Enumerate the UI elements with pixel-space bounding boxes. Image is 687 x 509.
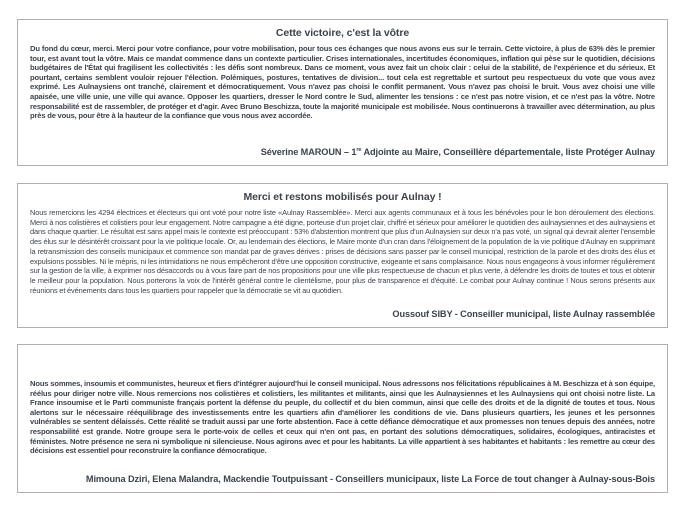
tribune-box-proteger-aulnay: [17, 19, 668, 166]
signature-text: Séverine MAROUN – 1: [260, 147, 357, 157]
tribune-title: Cette victoire, c'est la vôtre: [275, 27, 410, 39]
tribune-body-text: Du fond du cœur, merci. Merci pour votre confiance, pour votre mobilisation, pour tous ces échanges que nous avons eus sur le terrain. Cette victoire, à plus de 63% dès le premier tour, est avant tout la vôtre. Mais ce mandat commence dans un contexte particulier. Crises internationales, incertitudes économiques, inflation qui pèse sur le quotidien, décisions budgétaires de l'État qui fragilisent les collectivités : les défis sont nombreux. Dans ce moment, vous avez fait un choix clair : celui de la stabilité, de l'expérience et du sérieux. Et pourtant, certains semblent vouloir rejouer l'élection. Polémiques, postures, tentatives de division... tout cela est regrettable et surtout peu respectueux du vote que vous avez exprimé. Les Aulnaysiens ont tranché, clairement et démocratiquement. Vous n'avez pas choisi le conflit permanent. Vous n'avez pas choisi le bruit. Vous avez choisi une ville apaisée, une ville unie, une ville qui avance. Opposer les quartiers, dresser le Nord contre le Sud, alimenter les tensions : ce n'est pas notre vision, et ce n'est pas la vôtre. Notre responsabilité est de rassembler, de protéger et d'agir. Avec Bruno Beschizza, toute la majorité municipale est mobilisée. Nous continuerons à travailler avec détermination, au plus près de vous, pour être à la hauteur de la confiance que vous nous avez accordée.: [30, 44, 655, 121]
tribune-signature: Mimouna Dziri, Elena Malandra, Mackendie Toutpuissant - Conseillers municipaux, liste La Force de tout changer à Aulnay-sous-Bois: [85, 474, 655, 484]
tribune-signature: [30, 143, 655, 157]
tribune-box-force-de-tout-changer: [17, 344, 668, 493]
signature-ordinal-superscript: re: [356, 146, 362, 153]
tribune-signature: Oussouf SIBY - Conseiller municipal, liste Aulnay rassemblée: [392, 309, 655, 319]
tribune-box-aulnay-rassemblee: [17, 183, 668, 328]
tribune-title: Merci et restons mobilisés pour Aulnay !: [243, 191, 442, 203]
signature-text: Adjointe au Maire, Conseillère départementale, liste Protéger Aulnay: [361, 147, 655, 157]
tribune-body-text: Nous remercions les 4294 électrices et électeurs qui ont voté pour notre liste «Aulnay Rassemblée». Merci aux agents communaux et à tous les bénévoles pour le bon déroulement des élections. Merci à nos colistières et colistiers pour leur engagement. Notre campagne a été digne, porteuse d'un projet clair, chiffré et sérieux pour améliorer le quotidien des aulnaysiennes et des aulnaysiens et dans chaque quartier. Le résultat est sans appel mais le contexte est préoccupant : 53% d'abstention montrent que plus d'un Aulnaysien sur deux n'a pas voté, un signal qui devrait alerter l'ensemble des élus sur le désintérêt croissant pour la vie politique locale. Or, au lendemain des élections, le Maire monte d'un cran dans l'éloignement de la population de la vie politique d'Aulnay en supprimant la retransmission des conseils municipaux et commence son mandat par de graves dérives : prises de décisions sans passer par le conseil municipal, restriction de la parole et des droits des élus et expulsions possibles. Ni le mépris, ni les intimidations ne nous empêcheront d'être une opposition constructive, exigeante et sans complaisance. Nous nous engageons à vous informer régulièrement sur la gestion de la ville, à exprimer nos désaccords ou à vous faire part de nos propositions pour une ville plus respectueuse de chacun et plus verte, à défendre les droits de toutes et tous et obtenir le meilleur pour la population. Nous porterons la voix de l'intérêt général contre le clientélisme, pour plus de transparence et d'équité. Le combat pour Aulnay continue ! Nous serons présents aux réunions et événements dans tous les quartiers pour rappeler que la démocratie se vit au quotidien.: [30, 208, 655, 295]
tribune-body-text: Nous sommes, insoumis et communistes, heureux et fiers d'intégrer aujourd'hui le conseil municipal. Nous adressons nos félicitations républicaines à M. Beschizza et à son équipe, réélus pour diriger notre ville. Nous remercions nos colistières et colistiers, les militantes et militants, ainsi que les Aulnaysiennes et les Aulnaysiens qui ont choisi notre liste. La France insoumise et le Parti communiste français portent la défense du peuple, du collectif et du bien commun, ainsi que celle des droits et de la dignité de toutes et tous. Nous alertons sur le nécessaire rééquilibrage des investissements entre les quartiers afin d'améliorer les conditions de vie. Dans plusieurs quartiers, les jeunes et les personnes vulnérables se sentent délaissés. Cette réalité se traduit aussi par une forte abstention. Face à cette défiance démocratique et aux promesses non tenues depuis des années, notre responsabilité est grande. Notre groupe sera le porte-voix de celles et ceux qui n'en ont pas, en portant des solutions démocratiques, solidaires, écologiques, antiracistes et féministes. Notre présence ne sera ni symbolique ni silencieuse. Nous agirons avec et pour les habitants. La ville appartient à ses habitantes et habitants : les remettre au cœur des décisions est essentiel pour reconstruire la confiance démocratique.: [30, 379, 655, 456]
